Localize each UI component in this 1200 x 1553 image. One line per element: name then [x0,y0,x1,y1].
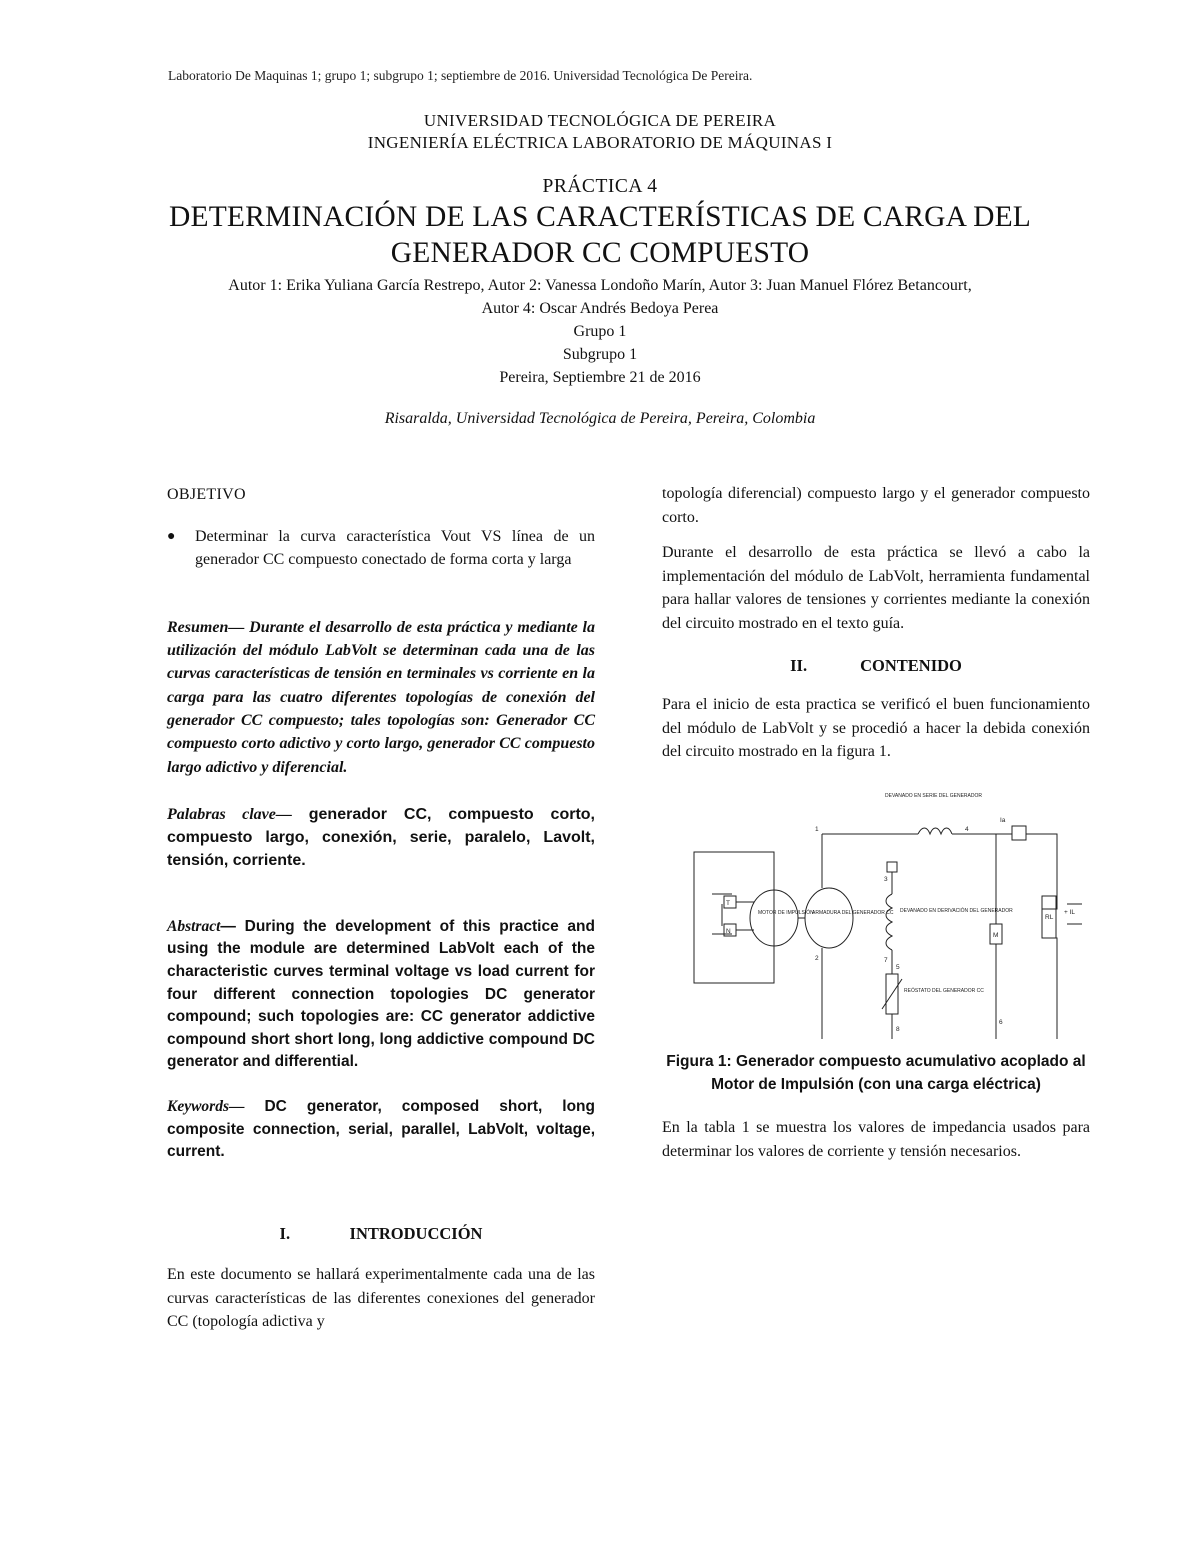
label-ia: Ia [1000,816,1006,824]
node-7: 7 [884,956,888,964]
authors-line-2: Autor 4: Oscar Andrés Bedoya Perea [481,300,719,317]
authors-line-1: Autor 1: Erika Yuliana García Restrepo, Autor 2: Vanessa Londoño Marín, Autor 3: Juan Manuel Flórez Betancourt, [228,277,972,294]
ammeter-top [1012,826,1026,840]
subgroup: Subgrupo 1 [562,346,638,363]
abstract-text: — During the development of this practice and using the module are determined LabVolt each of the characteristic curves terminal voltage vs load current for four different connection topologies DC generator compound; such topologies are: CC generator addictive compound short short long, long addictive compound DC generator and differential. [167,917,595,1071]
contenido-number: II. [790,655,808,675]
paper-title-line-1: DETERMINACIÓN DE LAS CARACTERÍSTICAS DE CARGA DEL [168,201,1032,233]
label-rheostat: REÓSTATO DEL GENERADOR CC [904,987,984,994]
running-head: Laboratorio De Maquinas 1; grupo 1; subgrupo 1; septiembre de 2016. Universidad Tecnológica De Pereira. [168,68,753,83]
rheostat-arrow [882,979,902,1009]
label-shunt: DEVANADO EN DERIVACIÓN DEL GENERADOR [900,907,1013,914]
intro-number: I. [279,1223,291,1243]
resumen-text: Durante el desarrollo de esta práctica y mediante la utilización del módulo LabVolt se determinan cada una de las curvas características de tensión en terminales vs corriente en la carga para las cuatro diferentes topologías de conexión del generador CC compuesto; tales topologías son: Generador CC compuesto corto adictivo y corto largo, generador CC compuesto largo adictivo y diferencial. [167,618,595,776]
intro-title: INTRODUCCIÓN [349,1223,483,1243]
circuit-diagram [662,784,1090,1044]
generator-circle [805,888,853,948]
node-4: 4 [965,825,969,833]
practice-number: PRÁCTICA 4 [542,176,658,197]
objective-text: Determinar la curva característica Vout VS línea de un generador CC compuesto conectado de forma corta y larga [195,527,595,569]
institution: UNIVERSIDAD TECNOLÓGICA DE PEREIRA [423,111,777,130]
node-6: 6 [999,1018,1003,1026]
intro-heading [167,1222,595,1246]
department: INGENIERÍA ELÉCTRICA LABORATORIO DE MÁQUINAS I [367,133,833,152]
shunt-top-terminal [887,862,897,872]
abstract-label: Abstract [167,917,221,935]
place-date: Pereira, Septiembre 21 de 2016 [499,369,701,386]
node-3: 3 [884,875,888,883]
intro-paragraph: En este documento se hallará experimentalmente cada una de las curvas características de las diferentes conexiones del generador CC (topología adictiva y [167,1266,595,1331]
keywords [167,1096,595,1164]
right-column [662,482,1090,1163]
shunt-winding [886,894,892,950]
palabras-label: Palabras clave— [167,805,292,823]
bullet-dot-icon: ● [167,528,176,544]
label-rl: RL [1045,913,1054,921]
label-t: T [726,899,730,907]
right-paragraph-2: Durante el desarrollo de esta práctica se llevó a cabo la implementación del módulo de LabVolt, herramienta fundamental para hallar valores de tensiones y corrientes mediante la conexión del circuito mostrado en el texto guía. [662,544,1090,632]
label-motor: MOTOR DE IMPULSIÓN [758,909,814,916]
label-il: + IL [1064,908,1076,916]
node-5: 5 [896,963,900,971]
circuit-figure [662,784,1090,1044]
paper-title-line-2: GENERADOR CC COMPUESTO [390,237,810,269]
node-8: 8 [896,1025,900,1033]
objective-heading: OBJETIVO [167,486,246,503]
resumen [167,616,595,779]
contenido-title: CONTENIDO [860,655,962,675]
label-series-winding: DEVANADO EN SERIE DEL GENERADOR [885,792,982,799]
resumen-label: Resumen— [167,618,245,636]
affiliation: Risaralda, Universidad Tecnológica de Pereira, Pereira, Colombia [384,410,816,427]
node-2: 2 [815,954,819,962]
right-paragraph-1: topología diferencial) compuesto largo y el generador compuesto corto. [662,485,1090,526]
label-n: N [726,927,731,935]
figure-caption: Figura 1: Generador compuesto acumulativo acoplado al Motor de Impulsión (con una carga eléctrica) [666,1052,1086,1093]
objective-bullet [167,525,595,572]
keywords-label: Keywords— [167,1097,245,1115]
palabras-text: generador CC, compuesto corto, compuesto largo, conexión, serie, paralelo, Lavolt, tensión, corriente. [167,805,596,870]
abstract [167,916,595,1074]
motor-frame [694,852,774,983]
right-paragraph-4: En la tabla 1 se muestra los valores de impedancia usados para determinar los valores de corriente y tensión necesarios. [662,1118,1090,1160]
keywords-text: DC generator, composed short, long composite connection, serial, parallel, LabVolt, voltage, current. [167,1097,595,1161]
label-m: M [993,931,999,939]
series-winding [918,828,952,834]
palabras-clave [167,803,595,873]
contenido-heading [662,654,1090,678]
label-generator: ARMADURA DEL GENERADOR CC [812,909,894,916]
right-paragraph-3: Para el inicio de esta practica se verificó el buen funcionamiento del módulo de LabVolt y se procedió a hacer la debida conexión del circuito mostrado en la figura 1. [662,696,1090,761]
node-1: 1 [815,825,819,833]
front-matter [0,110,1200,428]
left-column [167,483,595,1334]
group: Grupo 1 [573,323,627,340]
